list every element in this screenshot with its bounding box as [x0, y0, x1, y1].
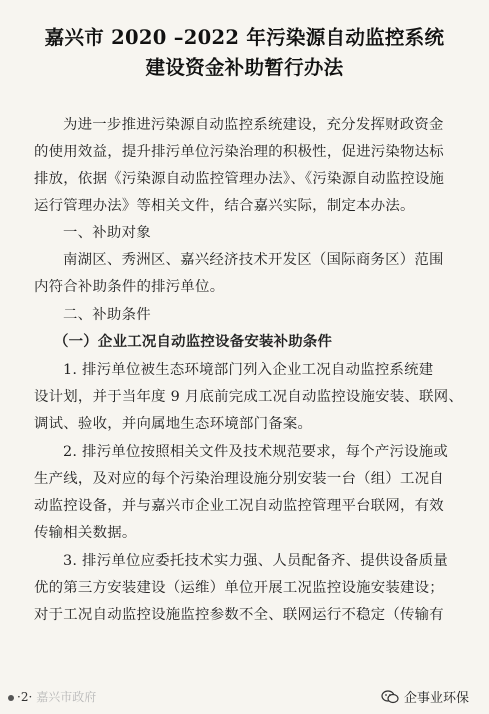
- footer-faint-text: 嘉兴市政府: [36, 690, 97, 704]
- paragraph-line: 为进一步推进污染源自动监控系统建设，充分发挥财政资金: [63, 117, 444, 133]
- wechat-icon: [381, 690, 399, 704]
- paragraph-line: 调试、验收，并向属地生态环境部门备案。: [34, 416, 313, 432]
- paragraph-line: 运行管理办法》等相关文件，结合嘉兴实际，制定本办法。: [34, 198, 415, 214]
- paragraph-line: 传输相关数据。: [34, 525, 137, 541]
- page-footer: [8, 688, 96, 705]
- paragraph-line: 的使用效益，提升排污单位污染治理的积极性，促进污染物达标: [34, 144, 444, 160]
- paragraph-line: 南湖区、秀洲区、嘉兴经济技术开发区（国际商务区）范围: [63, 252, 444, 268]
- paragraph-line: 内符合补助条件的排污单位。: [34, 279, 225, 295]
- paragraph-line: 2. 排污单位按照相关文件及技术规范要求，每个产污设施或: [63, 444, 449, 460]
- title-line-1: 嘉兴市 2020 –2022 年污染源自动监控系统: [44, 26, 445, 49]
- bullet-icon: [8, 695, 14, 701]
- paragraph-line: 优的第三方安装建设（运维）单位开展工况监控设施安装建设；: [34, 580, 444, 596]
- section-heading: 一、补助对象: [63, 225, 151, 241]
- section-heading: 二、补助条件: [63, 307, 151, 323]
- page-number: ·2·: [17, 690, 33, 704]
- title-line-2: 建设资金补助暂行办法: [145, 56, 344, 79]
- watermark-text: 企事业环保: [404, 691, 470, 706]
- paragraph-line: 设计划，并于当年度 9 月底前完成工况自动监控设施安装、联网、: [34, 389, 463, 405]
- paragraph-line: 1. 排污单位被生态环境部门列入企业工况自动监控系统建: [63, 362, 434, 378]
- subsection-heading: （一）企业工况自动监控设备安装补助条件: [54, 333, 333, 350]
- source-watermark: [381, 687, 469, 706]
- paragraph-line: 排放，依据《污染源自动监控管理办法》、《污染源自动监控设施: [34, 171, 445, 187]
- paragraph-line: 对于工况自动监控设施监控参数不全、联网运行不稳定（传输有: [34, 607, 444, 623]
- paragraph-line: 3. 排污单位应委托技术实力强、人员配备齐、提供设备质量: [63, 553, 449, 569]
- paragraph-line: 动监控设备，并与嘉兴市企业工况自动监控管理平台联网，有效: [34, 498, 444, 514]
- paragraph-line: 生产线，及对应的每个污染治理设施分别安装一台（组）工况自: [34, 471, 444, 487]
